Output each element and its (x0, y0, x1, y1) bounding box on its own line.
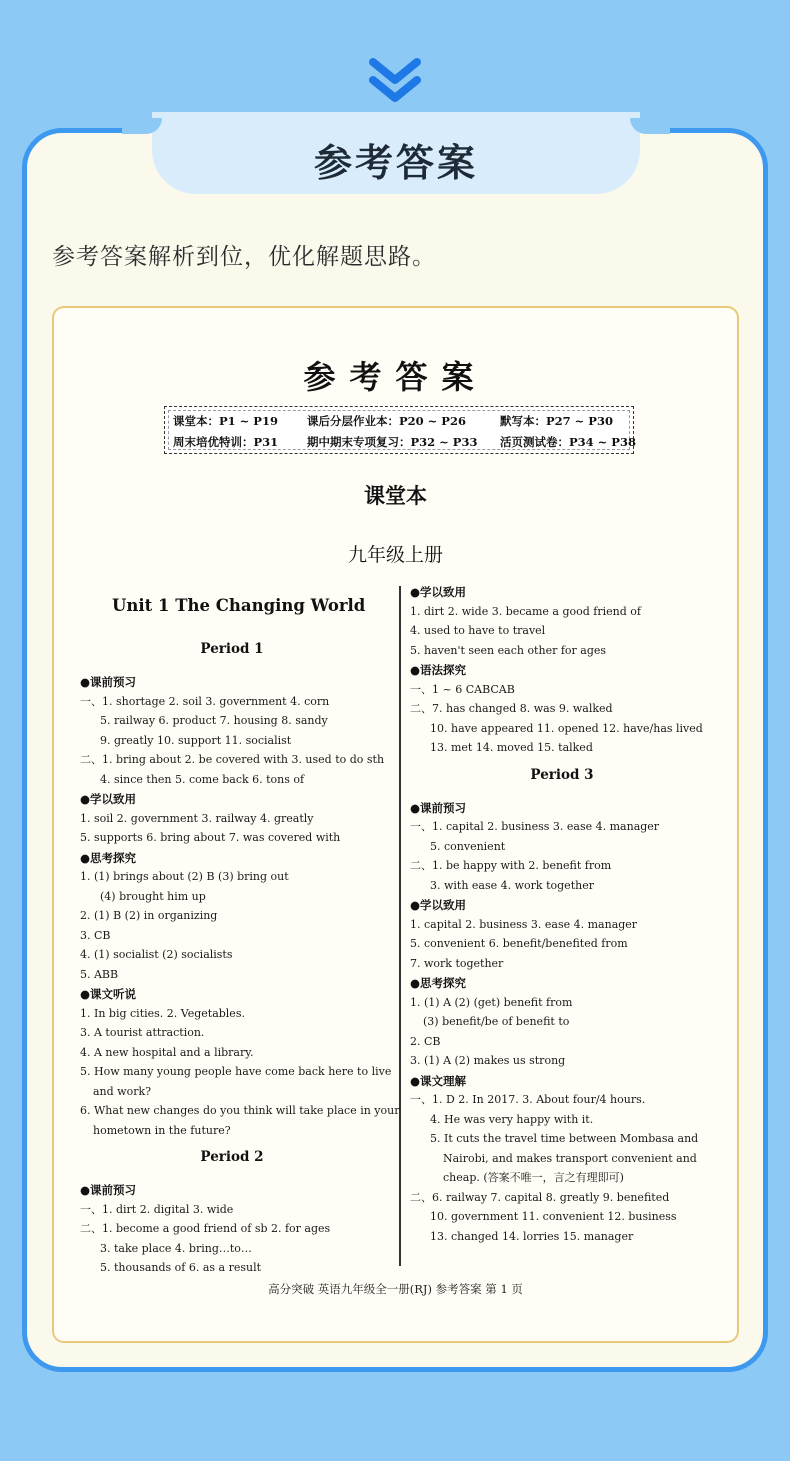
answer-line: Nairobi, and makes transport convenient and (443, 1151, 697, 1165)
answer-line: 5. supports 6. bring about 7. was covered with (80, 831, 341, 844)
answer-line: 5. It cuts the travel time between Mombasa and (430, 1132, 699, 1145)
subsection-heading: ●学以致用 (80, 792, 137, 806)
answer-line: 2. (1) B (2) in organizing (80, 909, 218, 922)
answer-line: 5. haven't seen each other for ages (410, 643, 607, 657)
answer-line: 1. In big cities. 2. Vegetables. (80, 1006, 245, 1020)
doc-title: 参考答案 (303, 358, 488, 396)
section-title: 课堂本 (364, 484, 427, 508)
index-item: 周末培优特训：P31 (173, 435, 279, 449)
column-divider (399, 586, 401, 1266)
answer-line: 13. met 14. moved 15. talked (430, 741, 593, 754)
period-heading: Period 1 (200, 641, 264, 657)
period-heading: Period 3 (530, 766, 594, 783)
double-chevron-down-icon (367, 56, 423, 104)
answer-line: 3. take place 4. bring…to… (100, 1241, 252, 1255)
answer-line: 4. A new hospital and a library. (80, 1045, 254, 1059)
answer-line: 4. since then 5. come back 6. tons of (100, 772, 305, 786)
answer-line: hometown in the future? (93, 1123, 231, 1137)
period-heading: Period 2 (200, 1149, 264, 1165)
answer-line: 13. changed 14. lorries 15. manager (430, 1229, 634, 1243)
answer-line: 二、1. be happy with 2. benefit from (410, 859, 612, 872)
subsection-heading: ●思考探究 (410, 976, 467, 990)
answer-line: 2. CB (410, 1034, 441, 1048)
subsection-heading: ●思考探究 (80, 850, 137, 865)
subsection-heading: ●课前预习 (80, 1183, 137, 1197)
answer-line: 4. used to have to travel (410, 624, 546, 637)
panel-title-tab (152, 112, 640, 194)
answer-line: 3. (1) A (2) makes us strong (410, 1054, 566, 1067)
index-item: 课堂本：P1 ~ P19 (173, 414, 278, 428)
page-footer: 高分突破 英语九年级全一册(RJ) 参考答案 第 1 页 (268, 1282, 523, 1296)
answer-line: 一、1. dirt 2. digital 3. wide (80, 1202, 234, 1216)
answer-line: 一、1. shortage 2. soil 3. government 4. corn (80, 694, 330, 708)
answer-line: (4) brought him up (100, 889, 206, 903)
answer-line: 1. (1) A (2) (get) benefit from (410, 995, 573, 1009)
answer-line: 4. He was very happy with it. (430, 1112, 594, 1126)
answer-line: 5. convenient 6. benefit/benefited from (410, 937, 628, 950)
answer-line: (3) benefit/be of benefit to (423, 1015, 570, 1028)
panel-title: 参考答案 (313, 141, 478, 185)
answer-line: 二、6. railway 7. capital 8. greatly 9. benefited (410, 1190, 670, 1204)
answer-line: 10. have appeared 11. opened 12. have/has lived (430, 721, 703, 735)
subsection-heading: ●课文理解 (410, 1073, 467, 1088)
answer-line: 5. thousands of 6. as a result (100, 1261, 262, 1274)
answer-line: 3. A tourist attraction. (80, 1026, 205, 1039)
index-item: 默写本：P27 ~ P30 (500, 414, 613, 428)
answer-line: 1. capital 2. business 3. ease 4. manager (410, 917, 638, 931)
subsection-heading: ●课前预习 (410, 800, 467, 815)
index-item: 期中期末专项复习：P32 ~ P33 (307, 435, 478, 449)
answer-line: 1. (1) brings about (2) B (3) bring out (80, 870, 289, 883)
answer-line: 6. What new changes do you think will take place in your (80, 1104, 400, 1117)
answer-line: 3. with ease 4. work together (430, 878, 594, 892)
subsection-heading: ●语法探究 (410, 663, 467, 677)
page-index-box (164, 406, 634, 454)
answer-line: 9. greatly 10. support 11. socialist (100, 733, 292, 747)
answer-line: and work? (93, 1084, 152, 1098)
answer-line: 5. railway 6. product 7. housing 8. sandy (100, 714, 328, 727)
answer-line: 5. How many young people have come back here to live (80, 1065, 392, 1078)
answer-line: 一、1 ~ 6 CABCAB (410, 682, 515, 696)
index-item: 课后分层作业本：P20 ~ P26 (307, 414, 466, 428)
subsection-heading: ●学以致用 (410, 585, 467, 599)
intro-text: 参考答案解析到位，优化解题思路。 (52, 244, 436, 270)
answer-line: 1. soil 2. government 3. railway 4. greatly (80, 811, 314, 825)
answer-line: 二、1. bring about 2. be covered with 3. used to do sth (80, 753, 385, 766)
answer-line: 10. government 11. convenient 12. business (430, 1210, 677, 1223)
answer-line: 二、1. become a good friend of sb 2. for ages (80, 1222, 331, 1235)
answer-page-image (52, 306, 739, 1343)
answer-line: 二、7. has changed 8. was 9. walked (410, 702, 613, 715)
index-item: 活页测试卷：P34 ~ P38 (500, 435, 636, 449)
answer-line: 4. (1) socialist (2) socialists (80, 948, 233, 961)
answer-line: 5. convenient (430, 839, 506, 853)
subsection-heading: ●课文听说 (80, 987, 137, 1001)
answer-line: 7. work together (410, 956, 504, 970)
answer-line: 一、1. D 2. In 2017. 3. About four/4 hours. (410, 1093, 646, 1106)
grade-title: 九年级上册 (347, 544, 443, 566)
answer-line: 5. ABB (80, 967, 119, 981)
answer-line: cheap. (答案不唯一，言之有理即可) (443, 1171, 624, 1184)
answer-line: 一、1. capital 2. business 3. ease 4. manager (410, 820, 660, 833)
subsection-heading: ●课前预习 (80, 675, 137, 689)
answer-line: 1. dirt 2. wide 3. became a good friend of (410, 604, 641, 618)
unit-title: Unit 1 The Changing World (112, 596, 366, 615)
answer-line: 3. CB (80, 928, 111, 942)
subsection-heading: ●学以致用 (410, 898, 467, 912)
